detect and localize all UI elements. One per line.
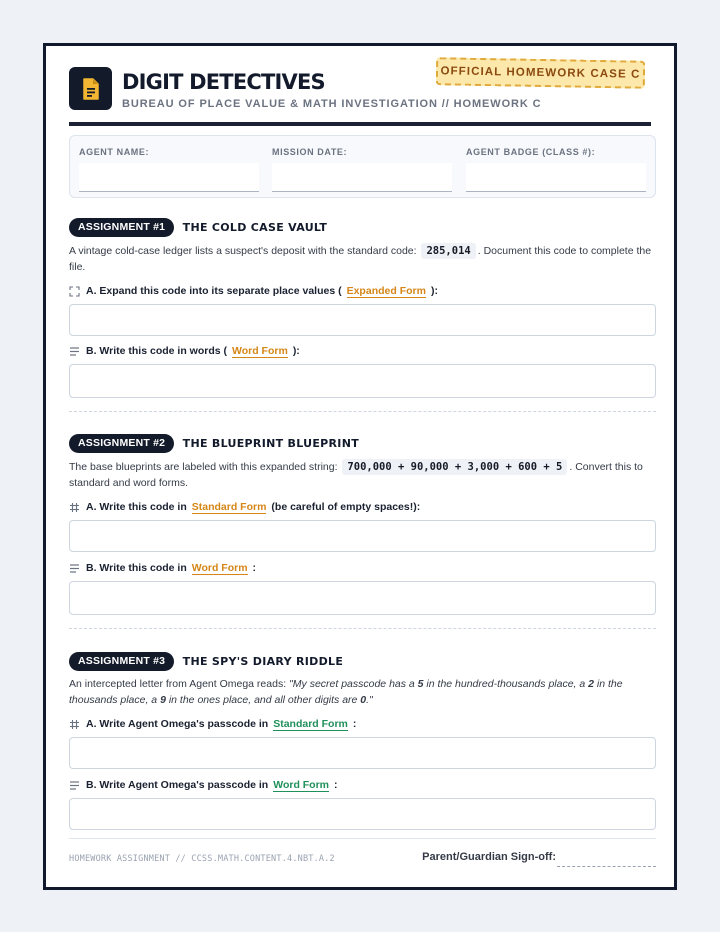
question-text: B. Write this code in — [86, 562, 187, 574]
agent-info-panel — [69, 135, 656, 198]
word-form-term: Word Form — [273, 778, 330, 791]
standard-reference: HOMEWORK ASSIGNMENT // CCSS.MATH.CONTENT.4.NBT.A.2 — [69, 854, 335, 864]
agent-name-label: AGENT NAME: — [79, 147, 150, 157]
header — [69, 46, 651, 126]
question-text: B. Write this code in words ( — [86, 345, 227, 357]
desc-text: . Convert this to standard and word forms. — [69, 461, 643, 489]
standard-form-term: Standard Form — [191, 500, 267, 513]
question-text: : — [252, 562, 257, 574]
footer — [69, 838, 656, 868]
page-subtitle: BUREAU OF PLACE VALUE & MATH INVESTIGATION // HOMEWORK C — [122, 98, 542, 110]
agent-name-field — [79, 147, 259, 192]
expanded-form-term: Expanded Form — [346, 284, 426, 297]
answer-box[interactable] — [69, 798, 656, 830]
mission-date-field — [272, 147, 452, 192]
section-divider — [69, 411, 656, 412]
signoff-line[interactable] — [557, 866, 656, 867]
question-text: A. Write this code in — [86, 501, 187, 513]
question-text: ): — [430, 285, 438, 297]
question-a — [69, 284, 656, 298]
question-text: : — [334, 779, 338, 791]
code-value: 700,000 + 90,000 + 3,000 + 600 + 5 — [342, 459, 567, 475]
question-b — [69, 561, 656, 575]
question-text: B. Write Agent Omega's passcode in — [86, 779, 269, 791]
hash-icon — [69, 502, 80, 513]
assignment-description — [69, 243, 656, 275]
page-title: DIGIT DETECTIVES — [122, 70, 325, 94]
assignment-badge: ASSIGNMENT #1 — [69, 218, 174, 237]
section-divider — [69, 628, 656, 629]
question-text: : — [352, 718, 357, 730]
question-a — [69, 500, 656, 514]
question-b — [69, 778, 656, 792]
agent-name-input[interactable] — [79, 163, 259, 192]
answer-box[interactable] — [69, 737, 656, 769]
mission-date-label: MISSION DATE: — [272, 147, 348, 157]
assignment-description — [69, 677, 656, 708]
mission-date-input[interactable] — [272, 163, 452, 192]
standard-form-term: Standard Form — [273, 717, 348, 730]
assignment-description — [69, 459, 656, 491]
question-text: ): — [292, 345, 300, 357]
assignment-badge: ASSIGNMENT #2 — [69, 434, 174, 453]
assignment-1 — [69, 218, 656, 398]
document-icon — [69, 67, 112, 110]
question-a — [69, 717, 656, 731]
hash-icon — [69, 719, 80, 730]
signoff-label: Parent/Guardian Sign-off: — [422, 851, 556, 863]
expand-icon — [69, 286, 80, 297]
answer-box[interactable] — [69, 304, 656, 336]
desc-text: The base blueprints are labeled with this expanded string: — [69, 461, 338, 473]
agent-badge-label: AGENT BADGE (CLASS #): — [466, 147, 596, 157]
question-text: A. Write Agent Omega's passcode in — [86, 718, 269, 730]
desc-text: A vintage cold-case ledger lists a suspect's deposit with the standard code: — [69, 245, 417, 257]
agent-badge-input[interactable] — [466, 163, 646, 192]
answer-box[interactable] — [69, 581, 656, 615]
desc-text: An intercepted letter from Agent Omega reads: — [69, 678, 287, 690]
agent-badge-field — [466, 147, 646, 192]
desc-text: . Document this code to complete the file. — [69, 245, 652, 273]
answer-box[interactable] — [69, 520, 656, 552]
assignment-badge: ASSIGNMENT #3 — [69, 652, 174, 671]
assignment-3 — [69, 652, 656, 830]
homework-stamp: OFFICIAL HOMEWORK CASE C — [436, 57, 645, 89]
worksheet — [43, 43, 677, 890]
code-value: 285,014 — [421, 243, 475, 259]
lines-icon — [69, 563, 80, 574]
lines-icon — [69, 346, 80, 357]
word-form-term: Word Form — [232, 344, 288, 357]
assignment-title: THE COLD CASE VAULT — [182, 221, 328, 234]
question-text: (be careful of empty spaces!): — [271, 501, 421, 513]
lines-icon — [69, 780, 80, 791]
question-text: A. Expand this code into its separate place values ( — [86, 285, 342, 297]
question-b — [69, 344, 656, 358]
answer-box[interactable] — [69, 364, 656, 398]
assignment-title: THE BLUEPRINT BLUEPRINT — [182, 437, 360, 450]
word-form-term: Word Form — [191, 561, 248, 574]
riddle-text: "My secret passcode has a 5 in the hundred-thousands place, a 2 in the thousands place, a 9 in the ones place, and all other digits are 0." — [69, 678, 623, 706]
assignment-2 — [69, 434, 656, 615]
assignment-title: THE SPY'S DIARY RIDDLE — [182, 655, 344, 668]
